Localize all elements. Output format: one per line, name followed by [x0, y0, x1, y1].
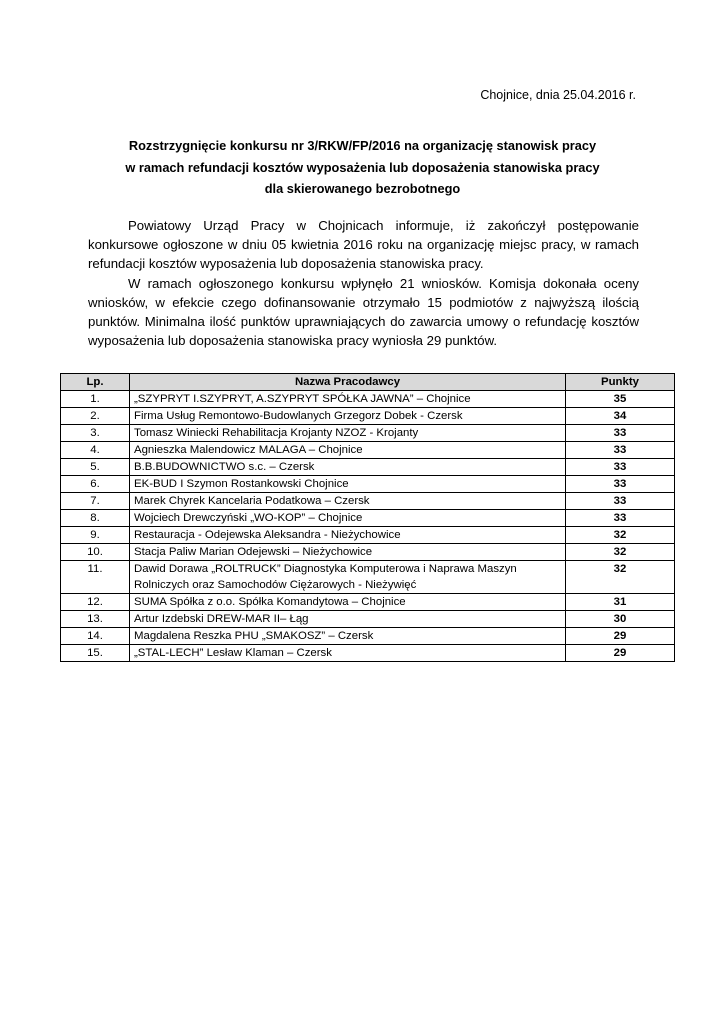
- row-employer: B.B.BUDOWNICTWO s.c. – Czersk: [130, 459, 566, 476]
- row-employer: EK-BUD I Szymon Rostankowski Chojnice: [130, 476, 566, 493]
- row-lp: 3.: [61, 425, 130, 442]
- title-line-2: w ramach refundacji kosztów wyposażenia lub doposażenia stanowiska pracy: [125, 159, 600, 175]
- row-lp: 9.: [61, 527, 130, 544]
- header-name: Nazwa Pracodawcy: [130, 374, 566, 391]
- row-lp: 4.: [61, 442, 130, 459]
- row-points: 33: [566, 425, 675, 442]
- header-lp: Lp.: [61, 374, 130, 391]
- row-points: 33: [566, 476, 675, 493]
- row-points: 33: [566, 510, 675, 527]
- row-points: 31: [566, 594, 675, 611]
- table-row: [61, 493, 675, 510]
- table-row: [61, 544, 675, 561]
- row-points: 33: [566, 459, 675, 476]
- table-row: [61, 459, 675, 476]
- row-lp: 15.: [61, 645, 130, 662]
- row-lp: 11.: [61, 561, 130, 594]
- row-employer: Firma Usług Remontowo-Budowlanych Grzegorz Dobek - Czersk: [130, 408, 566, 425]
- row-employer: Stacja Paliw Marian Odejewski – Nieżychowice: [130, 544, 566, 561]
- table-row: [61, 527, 675, 544]
- header-points: Punkty: [566, 374, 675, 391]
- title-line-3: dla skierowanego bezrobotnego: [264, 181, 461, 196]
- row-lp: 1.: [61, 391, 130, 408]
- row-lp: 6.: [61, 476, 130, 493]
- row-employer: Marek Chyrek Kancelaria Podatkowa – Czersk: [130, 493, 566, 510]
- document-title: [0, 135, 725, 200]
- row-lp: 10.: [61, 544, 130, 561]
- paragraph-2: W ramach ogłoszonego konkursu wpłynęło 21 wniosków. Komisja dokonała oceny wniosków, w efekcie czego dofinansowanie otrzymało 15 podmiotów z najwyższą ilością punktów. Minimalna ilość punktów uprawniających do zawarcia umowy o refundację kosztów wyposażenia lub doposażenia stanowiska pracy wyniosła 29 punktów.: [88, 275, 639, 349]
- row-points: 29: [566, 645, 675, 662]
- table-header-row: [61, 374, 675, 391]
- row-employer: „STAL-LECH” Lesław Klaman – Czersk: [130, 645, 566, 662]
- row-points: 35: [566, 391, 675, 408]
- table-row: [61, 408, 675, 425]
- table-row: [61, 510, 675, 527]
- row-points: 30: [566, 611, 675, 628]
- row-points: 32: [566, 544, 675, 561]
- row-employer: Agnieszka Malendowicz MALAGA – Chojnice: [130, 442, 566, 459]
- row-lp: 5.: [61, 459, 130, 476]
- row-lp: 14.: [61, 628, 130, 645]
- row-employer: Dawid Dorawa „ROLTRUCK” Diagnostyka Komputerowa i Naprawa Maszyn Rolniczych oraz Samochodów Ciężarowych - Nieżywięć: [130, 561, 566, 594]
- title-line-1: Rozstrzygnięcie konkursu nr 3/RKW/FP/2016 na organizację stanowisk pracy: [128, 138, 597, 153]
- table-row: [61, 594, 675, 611]
- row-points: 32: [566, 527, 675, 544]
- row-employer: Wojciech Drewczyński „WO-KOP” – Chojnice: [130, 510, 566, 527]
- table-row: [61, 391, 675, 408]
- row-employer: Tomasz Winiecki Rehabilitacja Krojanty NZOZ - Krojanty: [130, 425, 566, 442]
- row-points: 34: [566, 408, 675, 425]
- results-table: [60, 373, 675, 662]
- table-row: [61, 645, 675, 662]
- table-row: [61, 425, 675, 442]
- row-points: 33: [566, 493, 675, 510]
- row-lp: 8.: [61, 510, 130, 527]
- paragraph-1: Powiatowy Urząd Pracy w Chojnicach informuje, iż zakończył postępowanie konkursowe ogłoszone w dniu 05 kwietnia 2016 roku na organizację miejsc pracy, w ramach refundacji kosztów wyposażenia lub doposażenia stanowiska pracy.: [88, 218, 639, 272]
- row-lp: 7.: [61, 493, 130, 510]
- row-points: 29: [566, 628, 675, 645]
- row-lp: 12.: [61, 594, 130, 611]
- row-points: 32: [566, 561, 675, 594]
- row-employer: SUMA Spółka z o.o. Spółka Komandytowa – Chojnice: [130, 594, 566, 611]
- row-employer: Restauracja - Odejewska Aleksandra - Nieżychowice: [130, 527, 566, 544]
- table-row: [61, 628, 675, 645]
- row-employer: Magdalena Reszka PHU „SMAKOSZ” – Czersk: [130, 628, 566, 645]
- row-points: 33: [566, 442, 675, 459]
- table-row: [61, 561, 675, 594]
- row-lp: 2.: [61, 408, 130, 425]
- row-lp: 13.: [61, 611, 130, 628]
- table-row: [61, 611, 675, 628]
- body-text: [88, 216, 639, 350]
- place-date: Chojnice, dnia 25.04.2016 r.: [480, 88, 636, 102]
- table-row: [61, 476, 675, 493]
- row-employer: Artur Izdebski DREW-MAR II– Łąg: [130, 611, 566, 628]
- table-row: [61, 442, 675, 459]
- row-employer: „SZYPRYT I.SZYPRYT, A.SZYPRYT SPÓŁKA JAWNA” – Chojnice: [130, 391, 566, 408]
